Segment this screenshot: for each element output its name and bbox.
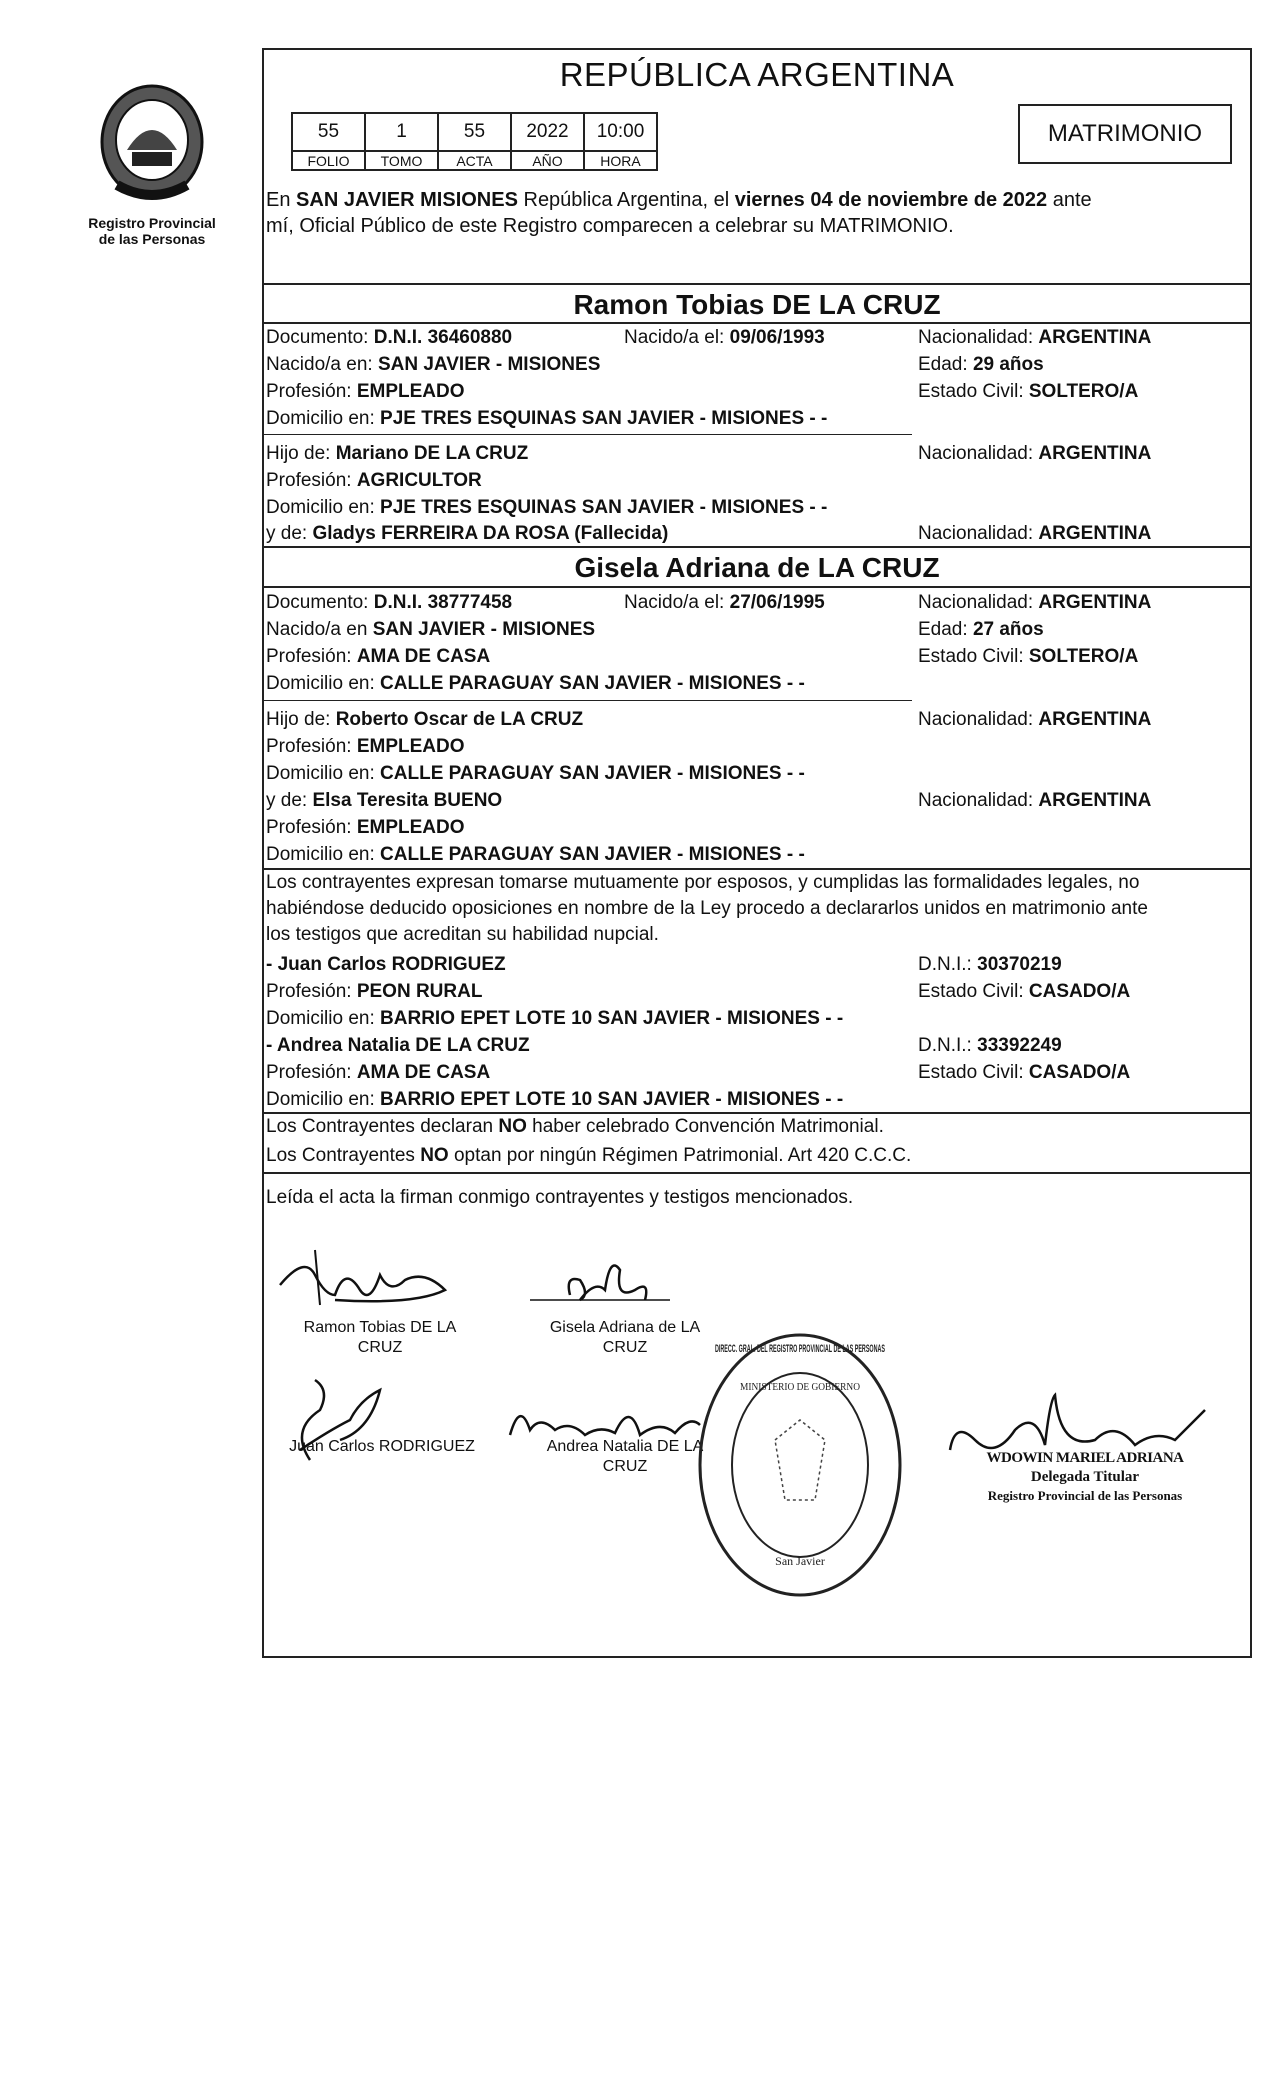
witness-1-profession: Profesión: PEON RURAL [266,981,483,1002]
declaration-line-1: Los contrayentes expresan tomarse mutuamente por esposos, y cumplidas las formalidades legales, no [266,872,1140,893]
registry-stamp-icon [695,1330,905,1600]
svg-text:San Javier: San Javier [775,1554,825,1568]
bride-nationality: Nacionalidad: ARGENTINA [918,592,1152,613]
witness-2-profession: Profesión: AMA DE CASA [266,1062,491,1083]
bride-father-nationality: Nacionalidad: ARGENTINA [918,709,1152,730]
groom-father: Hijo de: Mariano DE LA CRUZ [266,443,529,464]
bride-mother: y de: Elsa Teresita BUENO [266,790,503,811]
officer-block [950,1450,1220,1504]
acta-label: ACTA [438,151,511,170]
logo-caption-line1: Registro Provincial [88,215,216,231]
declaration-line-2: habiéndose deducido oposiciones en nombre de la Ley procedo a declararlos unidos en matrimonio ante [266,898,1148,919]
bride-domicile: Domicilio en: CALLE PARAGUAY SAN JAVIER - MISIONES - - [266,673,805,694]
logo-caption-line2: de las Personas [98,231,206,247]
groom-age: Edad: 29 años [918,354,1044,375]
regime-line-2: Los Contrayentes NO optan por ningún Régimen Patrimonial. Art 420 C.C.C. [266,1145,912,1166]
bride-profession: Profesión: AMA DE CASA [266,646,491,667]
witness-2-domicile: Domicilio en: BARRIO EPET LOTE 10 SAN JAVIER - MISIONES - - [266,1089,844,1110]
bride-mother-domicile: Domicilio en: CALLE PARAGUAY SAN JAVIER - MISIONES - - [266,844,805,865]
witness-2-dni: D.N.I.: 33392249 [918,1035,1062,1056]
officer-name: WDOWIN MARIEL ADRIANA [986,1450,1184,1466]
groom-name: Ramon Tobias DE LA CRUZ [573,289,941,320]
witness-2-name: - Andrea Natalia DE LA CRUZ [266,1035,530,1056]
witness-1-dni: D.N.I.: 30370219 [918,954,1062,975]
act-type-box: MATRIMONIO [1018,104,1232,164]
bride-father-profession: Profesión: EMPLEADO [266,736,465,757]
bride-signature-label: Gisela Adriana de LA CRUZ [549,1319,701,1356]
bride-birth-date: Nacido/a el: 27/06/1995 [624,592,825,613]
bride-civil-status: Estado Civil: SOLTERO/A [918,646,1139,667]
witness-1-name: - Juan Carlos RODRIGUEZ [266,954,506,975]
folio-value: 55 [292,113,365,151]
bride-age: Edad: 27 años [918,619,1044,640]
anio-label: AÑO [511,151,584,170]
svg-text:DIRECC. GRAL. DEL REGISTRO PRO: DIRECC. GRAL. DEL REGISTRO PROVINCIAL DE LAS PERSONAS [715,1343,885,1355]
bride-father: Hijo de: Roberto Oscar de LA CRUZ [266,709,584,730]
acta-value: 55 [438,113,511,151]
groom-mother-nationality: Nacionalidad: ARGENTINA [918,523,1152,544]
hora-value: 10:00 [584,113,657,151]
closing-text: Leída el acta la firman conmigo contrayentes y testigos mencionados. [266,1187,854,1208]
bride-mother-nationality: Nacionalidad: ARGENTINA [918,790,1152,811]
groom-mother: y de: Gladys FERREIRA DA ROSA (Fallecida) [266,523,669,544]
witness-2-civil-status: Estado Civil: CASADO/A [918,1062,1131,1083]
bride-mother-profession: Profesión: EMPLEADO [266,817,465,838]
svg-text:MINISTERIO DE GOBIERNO: MINISTERIO DE GOBIERNO [740,1381,861,1393]
groom-father-domicile: Domicilio en: PJE TRES ESQUINAS SAN JAVIER - MISIONES - - [266,497,828,518]
groom-birth-date: Nacido/a el: 09/06/1993 [624,327,825,348]
folio-label: FOLIO [292,151,365,170]
groom-birth-place: Nacido/a en: SAN JAVIER - MISIONES [266,354,601,375]
tomo-value: 1 [365,113,438,151]
witness-1-civil-status: Estado Civil: CASADO/A [918,981,1131,1002]
regime-line-1: Los Contrayentes declaran NO haber celebrado Convención Matrimonial. [266,1116,884,1137]
groom-father-profession: Profesión: AGRICULTOR [266,470,482,491]
groom-profession: Profesión: EMPLEADO [266,381,465,402]
witness-1-signature-label: Juan Carlos RODRIGUEZ [289,1438,475,1455]
misiones-seal-icon [87,80,217,210]
intro-line-2: mí, Oficial Público de este Registro comparecen a celebrar su MATRIMONIO. [266,215,954,237]
groom-signature-label: Ramon Tobias DE LA CRUZ [303,1319,457,1356]
groom-domicile: Domicilio en: PJE TRES ESQUINAS SAN JAVIER - MISIONES - - [266,408,828,429]
anio-value: 2022 [511,113,584,151]
groom-document: Documento: D.N.I. 36460880 [266,327,513,348]
document-title: REPÚBLICA ARGENTINA [559,56,955,93]
officer-office: Registro Provincial de las Personas [987,1488,1183,1503]
groom-signature-icon [275,1245,455,1325]
reference-table [291,112,658,171]
intro-line-1: En SAN JAVIER MISIONES República Argentina, el viernes 04 de noviembre de 2022 ante [266,189,1092,211]
witness-2-signature-label: Andrea Natalia DE LA CRUZ [546,1438,704,1475]
hora-label: HORA [584,151,657,170]
groom-civil-status: Estado Civil: SOLTERO/A [918,381,1139,402]
witness-1-domicile: Domicilio en: BARRIO EPET LOTE 10 SAN JAVIER - MISIONES - - [266,1008,844,1029]
groom-father-nationality: Nacionalidad: ARGENTINA [918,443,1152,464]
bride-birth-place: Nacido/a en SAN JAVIER - MISIONES [266,619,596,640]
bride-document: Documento: D.N.I. 38777458 [266,592,513,613]
groom-nationality: Nacionalidad: ARGENTINA [918,327,1152,348]
bride-father-domicile: Domicilio en: CALLE PARAGUAY SAN JAVIER - MISIONES - - [266,763,805,784]
registry-logo [72,80,232,247]
declaration-line-3: los testigos que acreditan su habilidad nupcial. [266,924,659,945]
tomo-label: TOMO [365,151,438,170]
bride-name: Gisela Adriana de LA CRUZ [574,552,940,583]
officer-role: Delegada Titular [1030,1469,1140,1485]
